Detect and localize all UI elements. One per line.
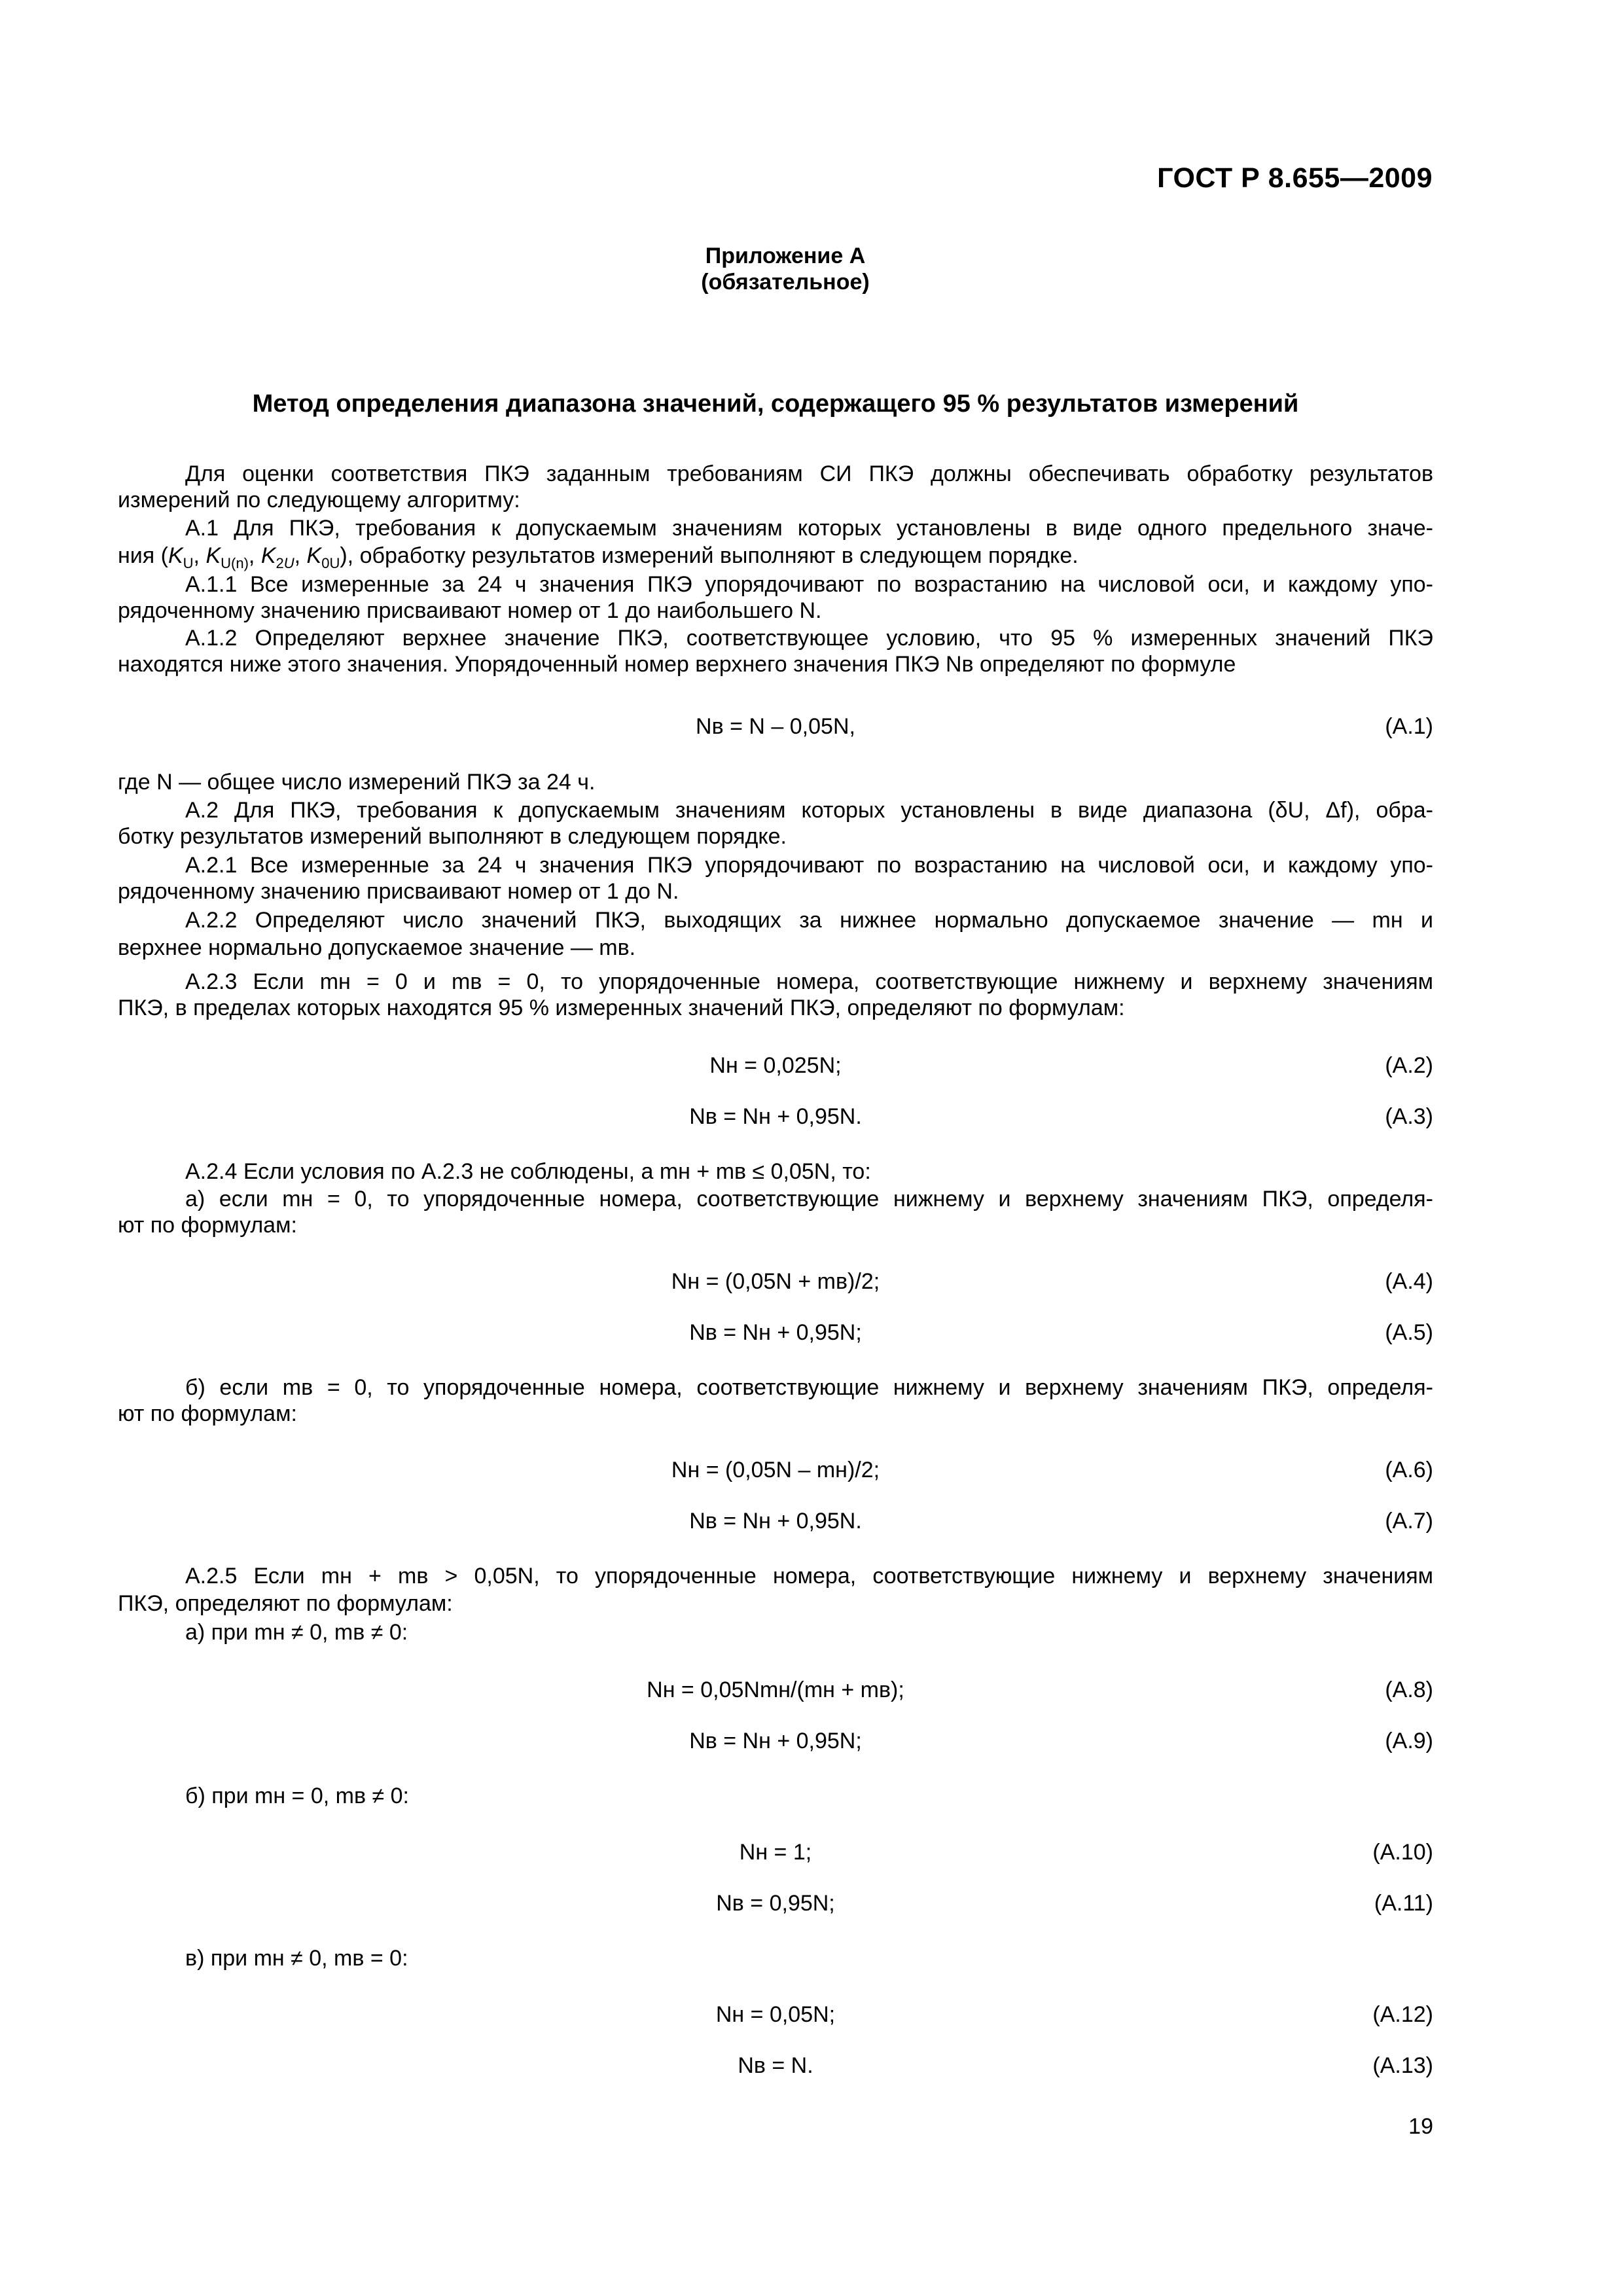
a2-line-1: А.2 Для ПКЭ, требования к допускаемым значениям которых установлены в виде диапазона (δU, Δf), обра- <box>185 798 1433 823</box>
standard-designation: ГОСТ Р 8.655—2009 <box>1157 162 1433 194</box>
a11-line-1: А.1.1 Все измеренные за 24 ч значения ПКЭ упорядочивают по возрастанию на числовой оси, и каждому упо- <box>185 572 1433 597</box>
a25-case-c: в) при mн ≠ 0, mв = 0: <box>185 1946 408 1971</box>
a23-line-1: А.2.3 Если mн = 0 и mв = 0, то упорядоченные номера, соответствующие нижнему и верхнему значениям <box>185 969 1433 994</box>
formula-a12: Nн = 0,05N; <box>715 2002 836 2027</box>
a1-line-2-post: ), обработку результатов измерений выполняют в следующем порядке. <box>340 543 1079 568</box>
appendix-title: Приложение А <box>705 243 866 268</box>
a24-case-b-line-1: б) если mв = 0, то упорядоченные номера, соответствующие нижнему и верхнему значениям ПКЭ, определя- <box>185 1375 1433 1400</box>
a12-line-1: А.1.2 Определяют верхнее значение ПКЭ, соответствующее условию, что 95 % измеренных значений ПКЭ <box>185 626 1433 651</box>
formula-number-a9: (А.9) <box>1385 1729 1433 1753</box>
formula-a4: Nн = (0,05N + mв)/2; <box>671 1269 880 1294</box>
a25-line-1: А.2.5 Если mн + mв > 0,05N, то упорядоченные номера, соответствующие нижнему и верхнему значениям <box>185 1564 1433 1588</box>
a24-case-b-line-2: ют по формулам: <box>118 1401 297 1426</box>
a1-line-1: А.1 Для ПКЭ, требования к допускаемым значениям которых установлены в виде одного предельного значе- <box>185 516 1433 541</box>
formula-number-a12: (А.12) <box>1372 2002 1433 2027</box>
formula-a10: Nн = 1; <box>739 1840 812 1865</box>
intro-line-2: измерений по следующему алгоритму: <box>118 488 520 512</box>
formula-a3: Nв = Nн + 0,95N. <box>689 1104 862 1129</box>
formula-number-a5: (А.5) <box>1385 1320 1433 1345</box>
formula-a8: Nн = 0,05Nmн/(mн + mв); <box>647 1677 904 1702</box>
a25-case-b: б) при mн = 0, mв ≠ 0: <box>185 1784 409 1808</box>
a25-line-2: ПКЭ, определяют по формулам: <box>118 1591 453 1616</box>
formula-a13: Nв = N. <box>738 2053 813 2078</box>
formula-number-a13: (А.13) <box>1372 2053 1433 2078</box>
a25-case-a: а) при mн ≠ 0, mв ≠ 0: <box>185 1620 408 1645</box>
a24-case-a-line-1: а) если mн = 0, то упорядоченные номера, соответствующие нижнему и верхнему значениям ПКЭ, определя- <box>185 1187 1433 1211</box>
formula-a9: Nв = Nн + 0,95N; <box>689 1729 862 1753</box>
formula-number-a11: (А.11) <box>1374 1891 1433 1916</box>
formula-number-a7: (А.7) <box>1385 1509 1433 1534</box>
a22-line-2: верхнее нормально допускаемое значение — mв. <box>118 935 636 960</box>
formula-a1: Nв = N – 0,05N, <box>696 714 855 739</box>
where-line: где N — общее число измерений ПКЭ за 24 ч. <box>118 770 596 795</box>
formula-number-a1: (А.1) <box>1385 714 1433 739</box>
a2-line-2: ботку результатов измерений выполняют в следующем порядке. <box>118 824 787 849</box>
formula-number-a6: (А.6) <box>1385 1458 1433 1482</box>
a22-line-1: А.2.2 Определяют число значений ПКЭ, выходящих за нижнее нормально допускаемое значение — mн и <box>185 908 1433 933</box>
formula-a2: Nн = 0,025N; <box>709 1053 842 1078</box>
page-number: 19 <box>1408 2114 1433 2139</box>
a11-line-2: рядоченному значению присваивают номер от 1 до наибольшего N. <box>118 598 822 623</box>
a24-line-1: А.2.4 Если условия по А.2.3 не соблюдены, а mн + mв ≤ 0,05N, то: <box>185 1159 871 1184</box>
formula-number-a3: (А.3) <box>1385 1104 1433 1129</box>
formula-a6: Nн = (0,05N – mн)/2; <box>671 1458 880 1482</box>
a21-line-2: рядоченному значению присваивают номер от 1 до N. <box>118 879 679 904</box>
intro-line-1: Для оценки соответствия ПКЭ заданным требованиям СИ ПКЭ должны обеспечивать обработку результатов <box>185 461 1433 486</box>
formula-number-a4: (А.4) <box>1385 1269 1433 1294</box>
formula-a11: Nв = 0,95N; <box>716 1891 835 1916</box>
a24-case-a-line-2: ют по формулам: <box>118 1213 297 1238</box>
formula-number-a2: (А.2) <box>1385 1053 1433 1078</box>
formula-number-a10: (А.10) <box>1372 1840 1433 1865</box>
a21-line-1: А.2.1 Все измеренные за 24 ч значения ПКЭ упорядочивают по возрастанию на числовой оси, и каждому упо- <box>185 853 1433 878</box>
formula-a5: Nв = Nн + 0,95N; <box>689 1320 862 1345</box>
formula-a7: Nв = Nн + 0,95N. <box>689 1509 862 1534</box>
a1-line-2 <box>118 543 1433 569</box>
a23-line-2: ПКЭ, в пределах которых находятся 95 % измеренных значений ПКЭ, определяют по формулам: <box>118 996 1125 1020</box>
section-heading: Метод определения диапазона значений, содержащего 95 % результатов измерений <box>252 390 1299 418</box>
formula-number-a8: (А.8) <box>1385 1677 1433 1702</box>
a1-line-2-pre: ния ( <box>118 543 168 568</box>
appendix-status: (обязательное) <box>701 270 870 295</box>
a1-symbols: $K_U$, $K_{U(n)}$, $K_{2U}$, $K_{0U}$ <box>168 543 340 571</box>
a12-line-2: находятся ниже этого значения. Упорядоченный номер верхнего значения ПКЭ Nв определяют по формуле <box>118 652 1236 677</box>
